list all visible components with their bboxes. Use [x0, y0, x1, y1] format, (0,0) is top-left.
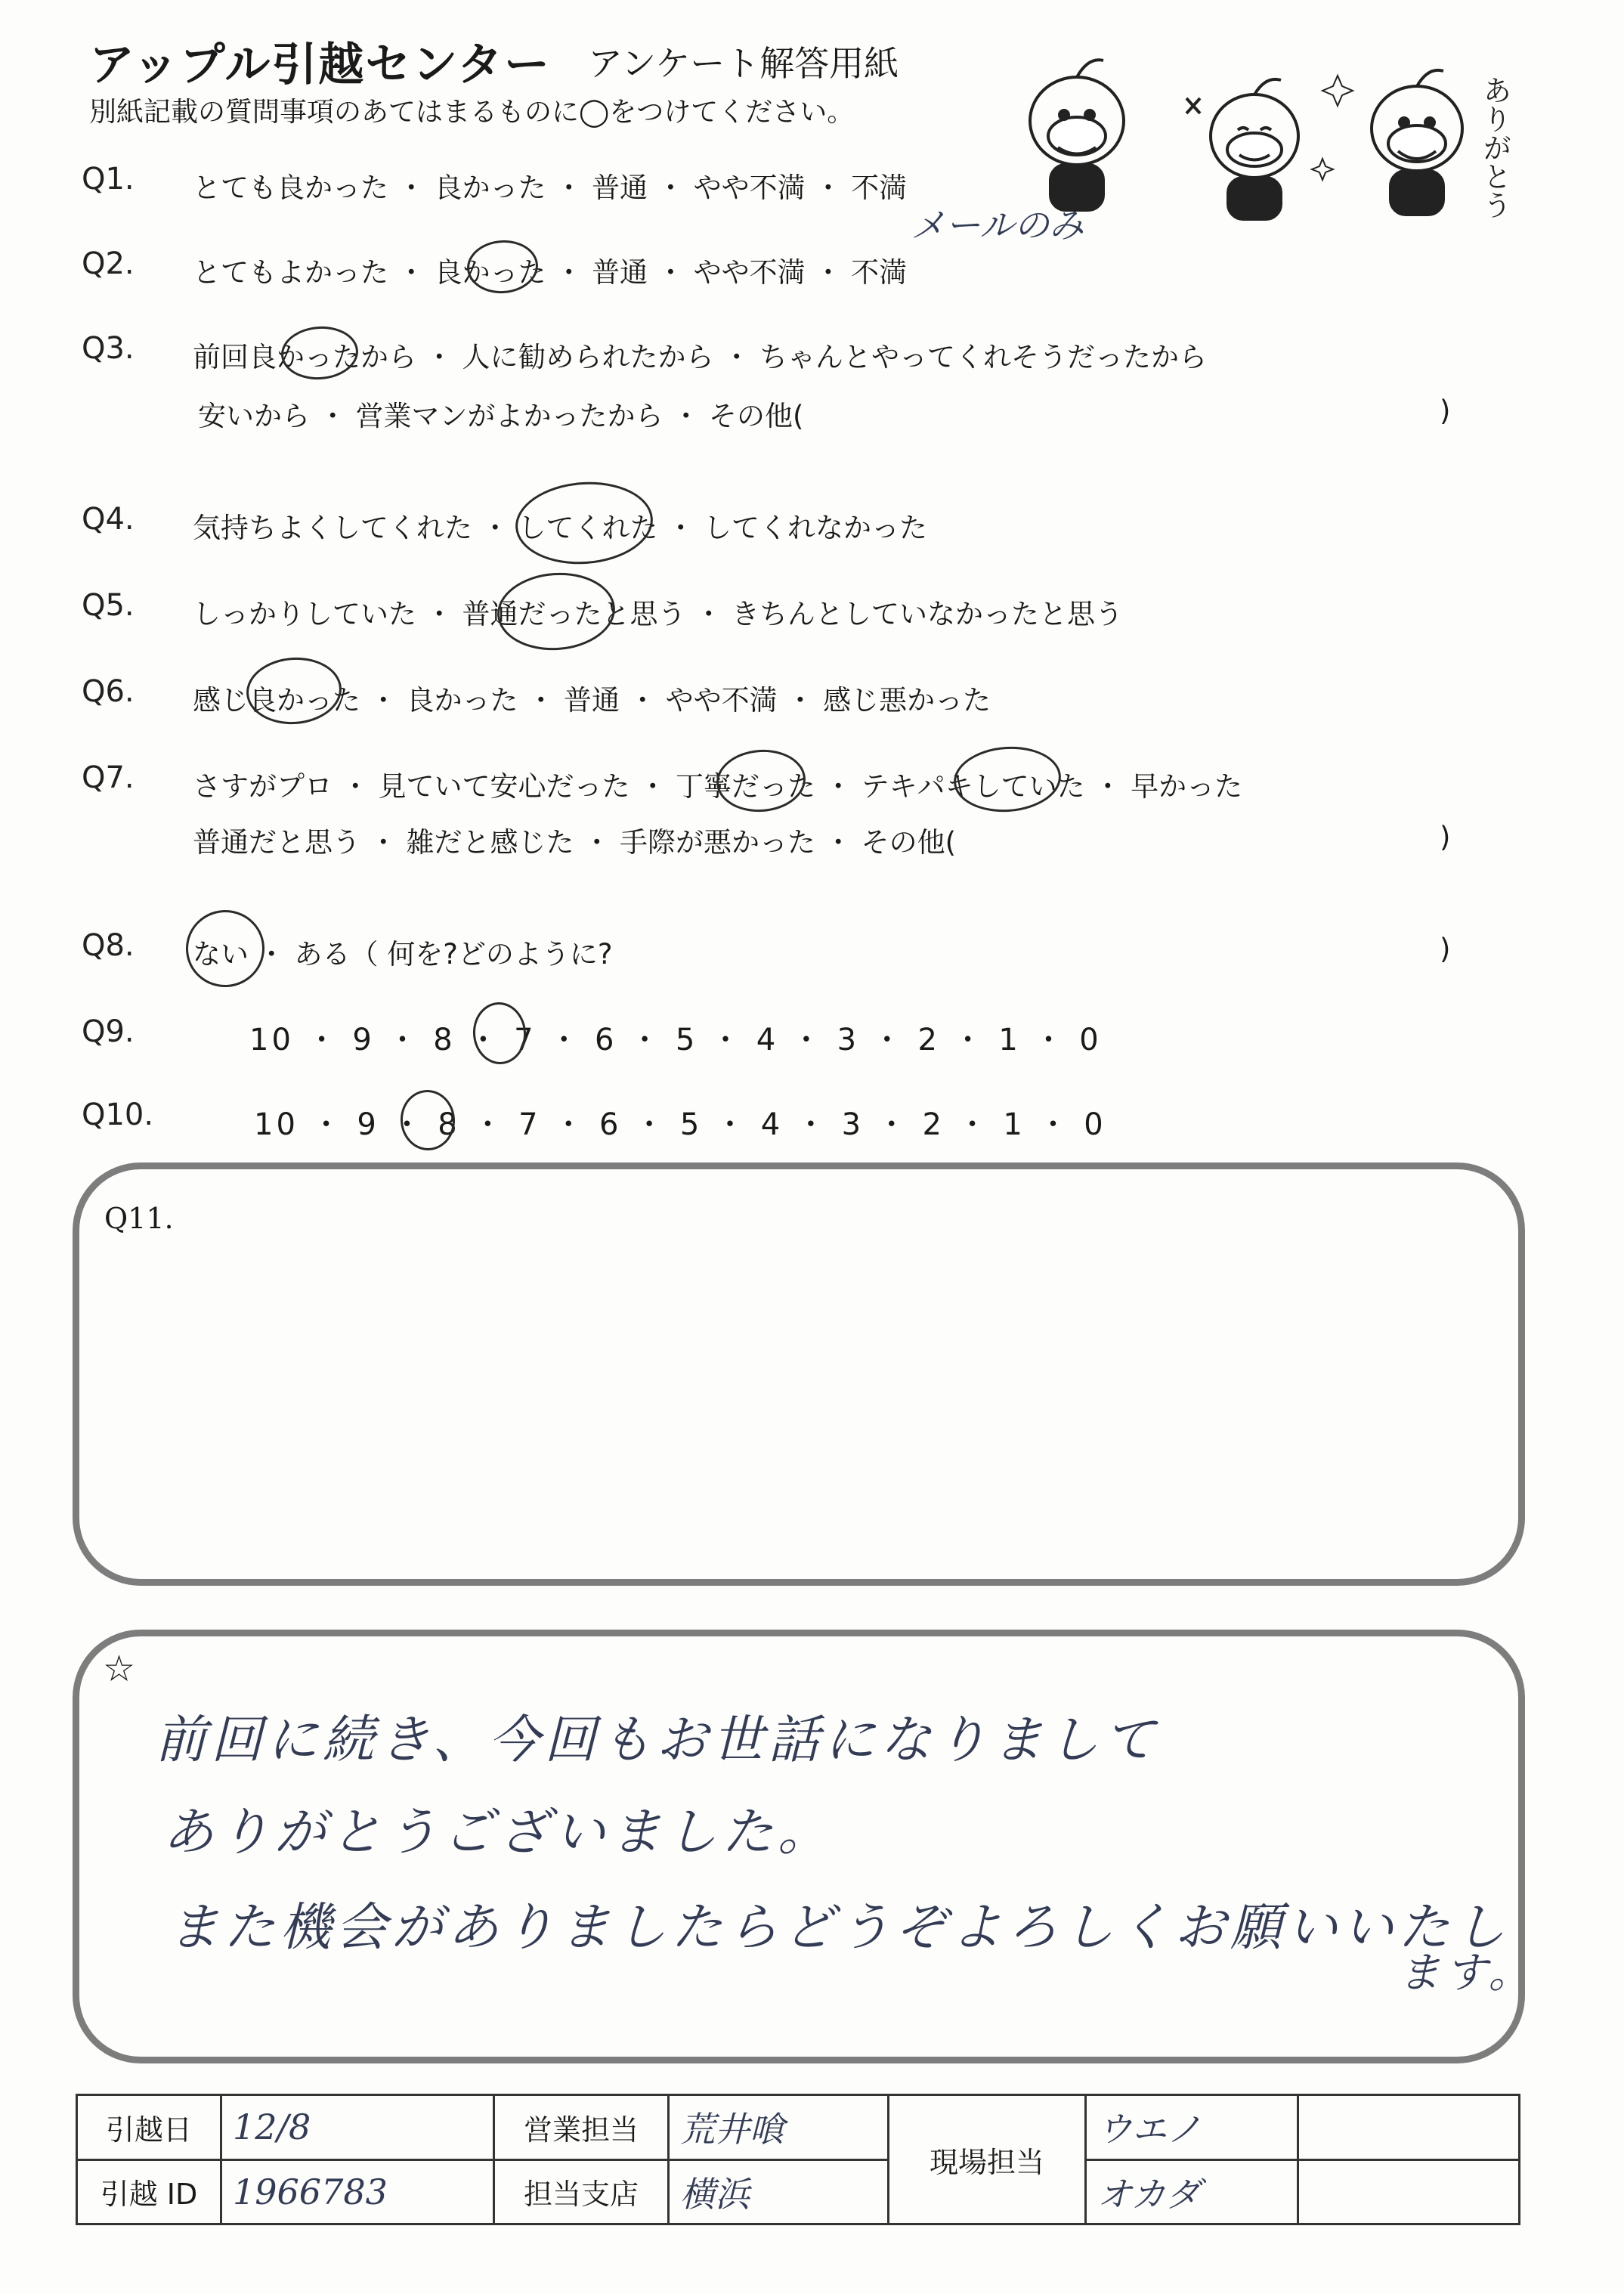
site-extra-cell-2: [1298, 2159, 1520, 2224]
q11-label: Q11.: [104, 1202, 174, 1235]
q3-line2: 安いから ・ 営業マンがよかったから ・ その他(: [198, 400, 804, 432]
q4-label: Q4.: [82, 502, 135, 537]
q11-answer-box: [73, 1162, 1525, 1586]
q3-close-paren: ): [1440, 395, 1451, 427]
q8-label: Q8.: [82, 928, 135, 963]
move-id-label: 引越 ID: [77, 2159, 221, 2224]
q7-label: Q7.: [82, 760, 135, 795]
form-subtitle: アンケート解答用紙: [588, 43, 899, 84]
sales-value: 荒井喰: [680, 2109, 784, 2150]
q5-label: Q5.: [82, 588, 135, 623]
form-title: アップル引越センター: [89, 39, 551, 91]
q8-close-paren: ): [1440, 933, 1451, 965]
move-id-value: 1966783: [233, 2171, 388, 2212]
q7-line1: さすがプロ ・ 見ていて安心だった ・ 丁寧だった ・ テキパキしていた ・ 早かった: [193, 770, 1243, 803]
q9-scale: 10 ・ 9 ・ 8 ・ 7 ・ 6 ・ 5 ・ 4 ・ 3 ・ 2 ・ 1 ・ 0: [249, 1023, 1102, 1057]
q2-label: Q2.: [82, 246, 135, 281]
comment-line-2: ありがとうございました。: [162, 1803, 834, 1862]
q10-scale: 10 ・ 9 ・ 8 ・ 7 ・ 6 ・ 5 ・ 4 ・ 3 ・ 2 ・ 1 ・ 0: [254, 1107, 1106, 1142]
star-icon: ☆: [103, 1648, 136, 1690]
q2-options: とてもよかった ・ 良かった ・ 普通 ・ やや不満 ・ 不満: [193, 256, 908, 289]
branch-label: 担当支店: [494, 2159, 669, 2224]
q7-line2: 普通だと思う ・ 雑だと感じた ・ 手際が悪かった ・ その他(: [193, 826, 957, 859]
branch-value: 横浜: [680, 2173, 750, 2215]
q6-label: Q6.: [82, 674, 135, 709]
comment-line-3: また機会がありましたらどうぞよろしくお願いいたし: [168, 1898, 1511, 1958]
comment-line-1: 前回に続き、今回もお世話になりまして: [155, 1710, 1160, 1770]
q1-options: とても良かった ・ 良かった ・ 普通 ・ やや不満 ・ 不満: [193, 172, 908, 204]
site-extra-cell-1: [1298, 2095, 1520, 2160]
site-value-1: ウエノ: [1097, 2109, 1202, 2150]
q2-note: メールのみ: [911, 205, 1084, 246]
instructions: 別紙記載の質問事項のあてはまるものに◯をつけてください。: [89, 97, 855, 128]
q10-label: Q10.: [82, 1097, 154, 1132]
q3-line1: 前回良かったから ・ 人に勧められたから ・ ちゃんとやってくれそうだったから: [193, 341, 1208, 373]
move-date-label: 引越日: [77, 2095, 221, 2160]
footer-table: [76, 2094, 1520, 2225]
site-value-2: オカダ: [1097, 2173, 1201, 2215]
site-label: 現場担当: [889, 2095, 1086, 2224]
q7-close-paren: ): [1440, 821, 1451, 853]
q3-label: Q3.: [82, 331, 135, 366]
comment-line-4: ます。: [1398, 1949, 1536, 1998]
q4-options: 気持ちよくしてくれた ・ してくれた ・ してくれなかった: [193, 512, 928, 544]
sales-label: 営業担当: [494, 2095, 669, 2160]
q8-options: ない ・ ある（ 何を?どのように?: [193, 938, 613, 971]
q6-options: 感じ良かった ・ 良かった ・ 普通 ・ やや不満 ・ 感じ悪かった: [193, 684, 991, 717]
q1-label: Q1.: [82, 162, 135, 197]
q5-options: しっかりしていた ・ 普通だったと思う ・ きちんとしていなかったと思う: [193, 598, 1124, 630]
move-date-value: 12/8: [233, 2107, 311, 2148]
q9-label: Q9.: [82, 1014, 135, 1049]
mascot-text: ありがとう: [1478, 76, 1511, 219]
